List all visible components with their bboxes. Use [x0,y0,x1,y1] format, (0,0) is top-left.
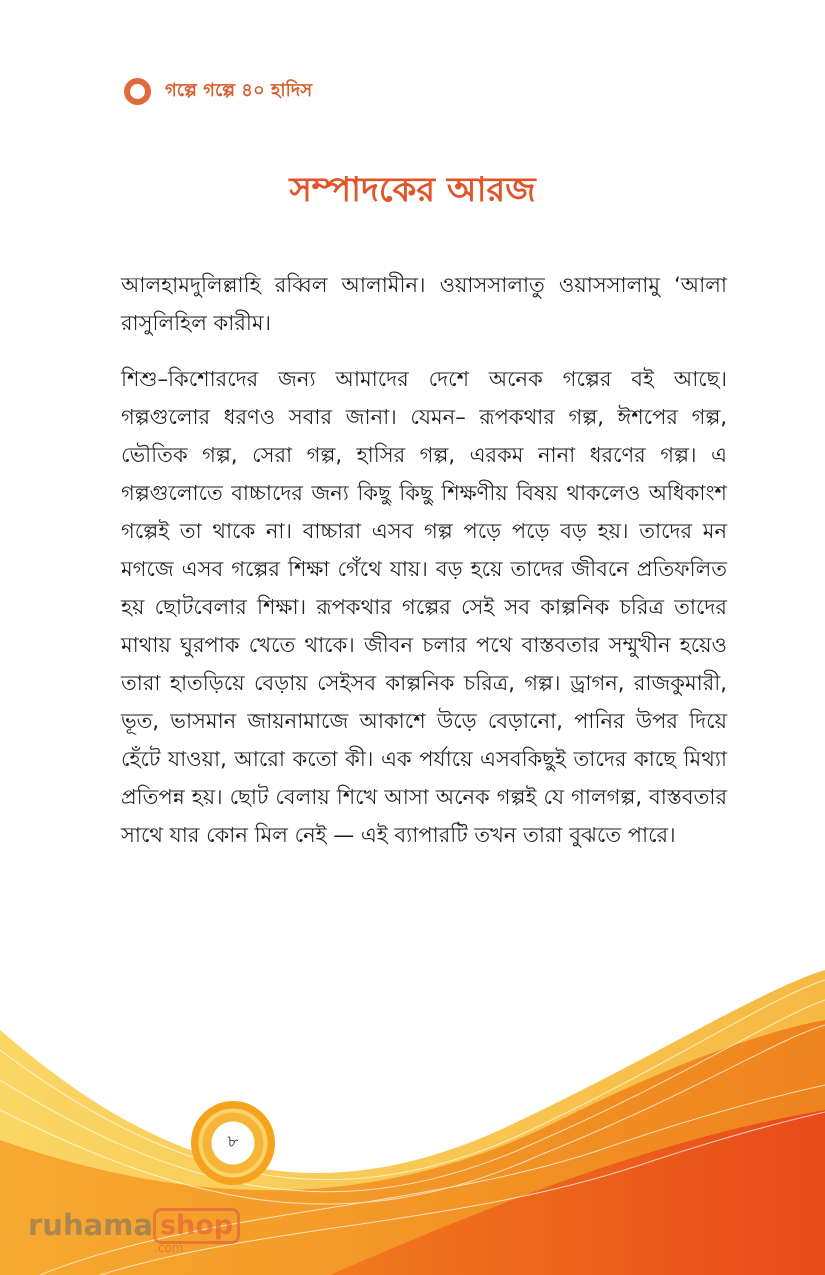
running-header [124,76,312,107]
page-number-badge: ৮ [191,1101,275,1185]
page-title: সম্পাদকের আরজ [289,170,536,210]
watermark-text-com: .com [154,1241,184,1255]
body-text [121,266,727,854]
watermark-text-ruhama: ruhama [28,1208,153,1242]
watermark-text-shop: shop [153,1208,240,1244]
watermark-logo [28,1208,240,1255]
book-title: গল্পে গল্পে ৪০ হাদিস [165,80,313,101]
ring-bullet-icon [124,78,151,105]
paragraph-2: শিশু–কিশোরদের জন্য আমাদের দেশে অনেক গল্পের বই আছে। গল্পগুলোর ধরণও সবার জানা। যেমন– রূপকথার গল্প, ঈশপের গল্প, ভৌতিক গল্প, সেরা গল্প, হাসির গল্প, এরকম নানা ধরণের গল্প। এ গল্পগুলোতে বাচ্চাদের জন্য কিছু কিছু শিক্ষণীয় বিষয় থাকলেও অধিকাংশ গল্পেই তা থাকে না। বাচ্চারা এসব গল্প পড়ে পড়ে বড় হয়। তাদের মন মগজে এসব গল্পের শিক্ষা গেঁথে যায়। বড় হয়ে তাদের জীবনে প্রতিফলিত হয় ছোটবেলার শিক্ষা। রূপকথার গল্পের সেই সব কাল্পনিক চরিত্র তাদের মাথায় ঘুরপাক খেতে থাকে। জীবন চলার পথে বাস্তবতার সম্মুখীন হয়েও তারা হাতড়িয়ে বেড়ায় সেইসব কাল্পনিক চরিত্র, গল্প। ড্রাগন, রাজকুমারী, ভূত, ভাসমান জায়নামাজে আকাশে উড়ে বেড়ানো, পানির উপর দিয়ে হেঁটে যাওয়া, আরো কতো কী। এক পর্যায়ে এসবকিছুই তাদের কাছে মিথ্যা প্রতিপন্ন হয়। ছোট বেলায় শিখে আসা অনেক গল্পই যে গালগল্প, বাস্তবতার সাথে যার কোন মিল নেই — এই ব্যাপারটি তখন তারা বুঝতে পারে। [121,367,727,847]
paragraph-1: আলহামদুলিল্লাহি রব্বিল আলামীন। ওয়াসসালাতু ওয়াসসালামু ‘আলা রাসুলিহিল কারীম। [121,273,727,335]
